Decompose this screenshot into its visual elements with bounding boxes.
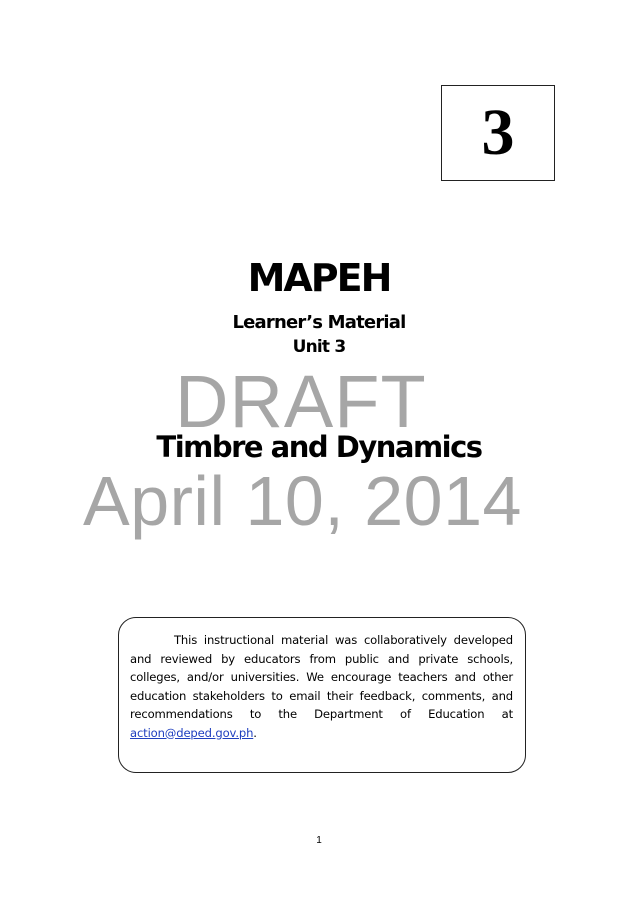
date-watermark: April 10, 2014	[83, 462, 522, 540]
notice-box	[118, 617, 526, 773]
page-number: 1	[316, 835, 322, 846]
grade-box	[441, 85, 555, 181]
material-subtitle: Learner’s Material	[232, 312, 406, 333]
page-title: MAPEH	[247, 256, 391, 300]
notice-text: This instructional material was collaboratively developed and reviewed by educators from public and private schools, colleges, and/or universities. We encourage teachers and other education stakeholders to email their feedback, comments, and recommendations to the Department of Education at	[130, 633, 513, 721]
unit-label: Unit 3	[292, 337, 346, 357]
notice-paragraph	[130, 631, 513, 742]
topic-title: Timbre and Dynamics	[156, 430, 482, 464]
draft-watermark: DRAFT	[175, 360, 427, 443]
notice-end: .	[253, 725, 257, 740]
grade-number: 3	[481, 96, 515, 169]
email-link[interactable]: action@deped.gov.ph	[130, 725, 254, 740]
